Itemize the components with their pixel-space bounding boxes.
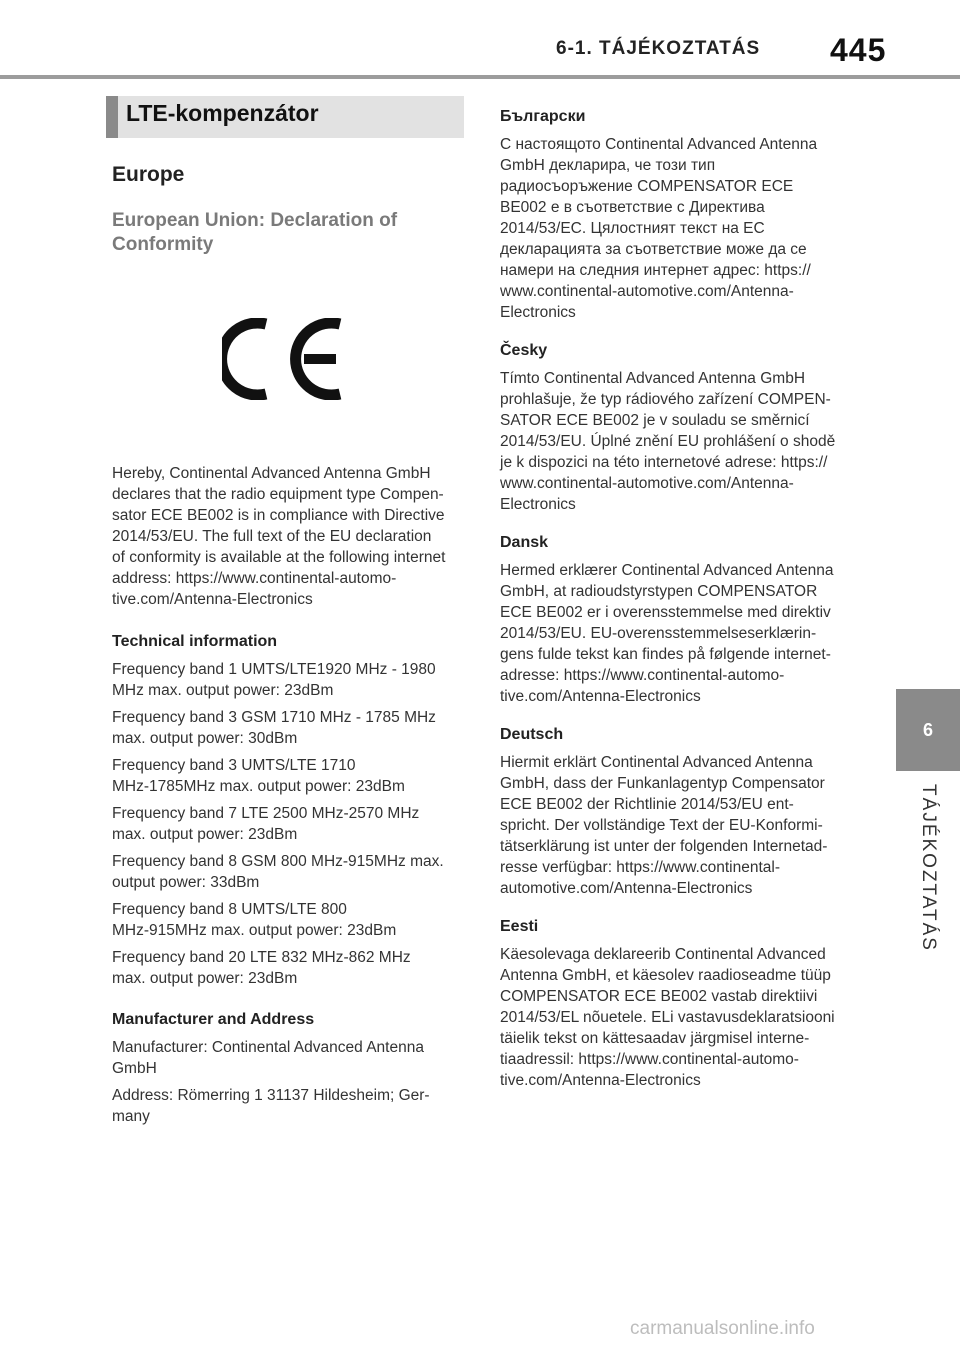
declaration-line: resse verfügbar: https://www.continental- xyxy=(500,859,780,876)
tech-item-line: Frequency band 7 LTE 2500 MHz-2570 MHz xyxy=(112,805,420,822)
tech-item xyxy=(112,659,462,701)
declaration-line: Käesolevaga deklareerib Continental Advanced xyxy=(500,946,826,963)
chapter-side-label: TÁJÉKOZTATÁS xyxy=(918,784,939,952)
declaration-line: GmbH декларира, че този тип xyxy=(500,157,716,174)
language-heading: Dansk xyxy=(500,534,549,551)
declaration-line: GmbH, dass der Funkanlagentyp Compensator xyxy=(500,775,825,792)
ce-mark-icon xyxy=(222,318,344,400)
declaration-line: Antenna GmbH, et käesolev raadioseadme tüüp xyxy=(500,967,831,984)
declaration-line: tätserklärung ist unter der folgenden Internetad- xyxy=(500,838,828,855)
declaration-line: prohlašuje, že typ rádiového zařízení COMPEN- xyxy=(500,391,831,408)
language-section-czech xyxy=(500,340,850,515)
manufacturer-heading: Manufacturer and Address xyxy=(112,1011,315,1028)
tech-item-line: Frequency band 1 UMTS/LTE1920 MHz - 1980 xyxy=(112,661,436,678)
header-divider xyxy=(0,75,960,79)
running-header-title: 6-1. TÁJÉKOZTATÁS xyxy=(556,38,761,59)
declaration-line: tive.com/Antenna-Electronics xyxy=(500,688,701,705)
technical-information-heading: Technical information xyxy=(112,633,278,650)
language-section-german xyxy=(500,724,850,899)
declaration-line: 2014/53/EU. Úplné znění EU prohlášení o shodě xyxy=(500,433,836,450)
tech-item-line: max. output power: 23dBm xyxy=(112,970,298,987)
declaration-line: радиосъоръжение COMPENSATOR ECE xyxy=(500,178,794,195)
declaration-line: 2014/53/EL nõuetele. ELi vastavusdeklaratsiooni xyxy=(500,1009,835,1026)
eu-declaration-heading: European Union: Declaration of Conformity xyxy=(112,210,398,255)
manufacturer-text xyxy=(112,1037,462,1079)
address-text xyxy=(112,1085,462,1127)
declaration-line: 2014/53/EU. EU-overensstemmelseserklærin- xyxy=(500,625,817,642)
declaration-line: address: https://www.continental-automo- xyxy=(112,570,397,587)
declaration-line: je k dispozici na této internetové adrese: https:// xyxy=(500,454,828,471)
declaration-line: täielik tekst on kättesaadav järgmisel interne- xyxy=(500,1030,810,1047)
manufacturer-block xyxy=(112,1009,462,1127)
declaration-line: намери на следния интернет адрес: https:// xyxy=(500,262,811,279)
declaration-line: of conformity is available at the following internet xyxy=(112,549,446,566)
declaration-line: tive.com/Antenna-Electronics xyxy=(500,1072,701,1089)
declaration-line: COMPENSATOR ECE BE002 vastab direktiivi xyxy=(500,988,818,1005)
watermark: carmanualsonline.info xyxy=(630,1318,815,1339)
address-line: Address: Römerring 1 31137 Hildesheim; Ger- xyxy=(112,1087,430,1104)
tech-item-line: MHz-1785MHz max. output power: 23dBm xyxy=(112,778,405,795)
tech-item-line: MHz max. output power: 23dBm xyxy=(112,682,334,699)
europe-heading: Europe xyxy=(112,163,185,186)
declaration-line: automotive.com/Antenna-Electronics xyxy=(500,880,753,897)
language-section-danish xyxy=(500,532,850,707)
section-title-bar xyxy=(106,96,464,138)
tech-item-line: output power: 33dBm xyxy=(112,874,260,891)
declaration-paragraph xyxy=(112,463,462,610)
language-heading: Eesti xyxy=(500,918,539,935)
declaration-line: С настоящото Continental Advanced Antenna xyxy=(500,136,818,153)
tech-item-line: Frequency band 3 UMTS/LTE 1710 xyxy=(112,757,356,774)
tech-item-line: max. output power: 30dBm xyxy=(112,730,298,747)
declaration-line: www.continental-automotive.com/Antenna- xyxy=(500,475,794,492)
declaration-line: ECE BE002 der Richtlinie 2014/53/EU ent- xyxy=(500,796,794,813)
tech-item xyxy=(112,851,462,893)
tech-item xyxy=(112,947,462,989)
language-section-estonian xyxy=(500,916,850,1091)
page-number: 445 xyxy=(830,32,887,68)
tech-item xyxy=(112,803,462,845)
language-heading: Deutsch xyxy=(500,726,564,743)
language-heading: Česky xyxy=(500,342,548,359)
address-line: many xyxy=(112,1108,150,1125)
declaration-line: Electronics xyxy=(500,496,576,513)
declaration-line: sator ECE BE002 is in compliance with Directive xyxy=(112,507,445,524)
manufacturer-line: GmbH xyxy=(112,1060,157,1077)
tech-item xyxy=(112,899,462,941)
declaration-line: declares that the radio equipment type Compen- xyxy=(112,486,444,503)
tech-item xyxy=(112,755,462,797)
declaration-line: Hermed erklærer Continental Advanced Antenna xyxy=(500,562,834,579)
declaration-line: tive.com/Antenna-Electronics xyxy=(112,591,313,608)
declaration-line: Hereby, Continental Advanced Antenna GmbH xyxy=(112,465,431,482)
declaration-line: ECE BE002 er i overensstemmelse med direktiv xyxy=(500,604,831,621)
declaration-line: декларацията за съответствие може да се xyxy=(500,241,807,258)
tech-item-line: Frequency band 20 LTE 832 MHz-862 MHz xyxy=(112,949,411,966)
language-declarations xyxy=(500,106,850,1091)
declaration-line: www.continental-automotive.com/Antenna- xyxy=(500,283,794,300)
declaration-line: Tímto Continental Advanced Antenna GmbH xyxy=(500,370,806,387)
declaration-line: BE002 е в съответствие с Директива xyxy=(500,199,765,216)
declaration-line: 2014/53/ЕС. Цялостният текст на ЕС xyxy=(500,220,765,237)
declaration-line: spricht. Der vollständige Text der EU-Konformi- xyxy=(500,817,823,834)
declaration-line: 2014/53/EU. The full text of the EU declaration xyxy=(112,528,432,545)
tech-item-line: Frequency band 8 UMTS/LTE 800 xyxy=(112,901,347,918)
declaration-line: gens fulde tekst kan findes på følgende internet- xyxy=(500,646,831,663)
technical-information-block xyxy=(112,631,462,989)
chapter-tab-number: 6 xyxy=(923,720,934,740)
tech-item xyxy=(112,707,462,749)
declaration-line: adresse: https://www.continental-automo- xyxy=(500,667,785,684)
declaration-line: GmbH, at radioudstyrstypen COMPENSATOR xyxy=(500,583,818,600)
declaration-line: Hiermit erklärt Continental Advanced Antenna xyxy=(500,754,813,771)
declaration-line: tiaadressil: https://www.continental-automo- xyxy=(500,1051,799,1068)
tech-item-line: MHz-915MHz max. output power: 23dBm xyxy=(112,922,397,939)
section-title: LTE-kompenzátor xyxy=(126,100,319,126)
language-section-bulgarian xyxy=(500,106,850,323)
tech-item-line: Frequency band 8 GSM 800 MHz-915MHz max. xyxy=(112,853,444,870)
declaration-line: Electronics xyxy=(500,304,576,321)
tech-item-line: Frequency band 3 GSM 1710 MHz - 1785 MHz xyxy=(112,709,436,726)
language-heading: Български xyxy=(500,108,586,125)
tech-item-line: max. output power: 23dBm xyxy=(112,826,298,843)
chapter-tab xyxy=(896,689,960,771)
declaration-line: SATOR ECE BE002 je v souladu se směrnicí xyxy=(500,412,810,429)
manufacturer-line: Manufacturer: Continental Advanced Antenna xyxy=(112,1039,424,1056)
